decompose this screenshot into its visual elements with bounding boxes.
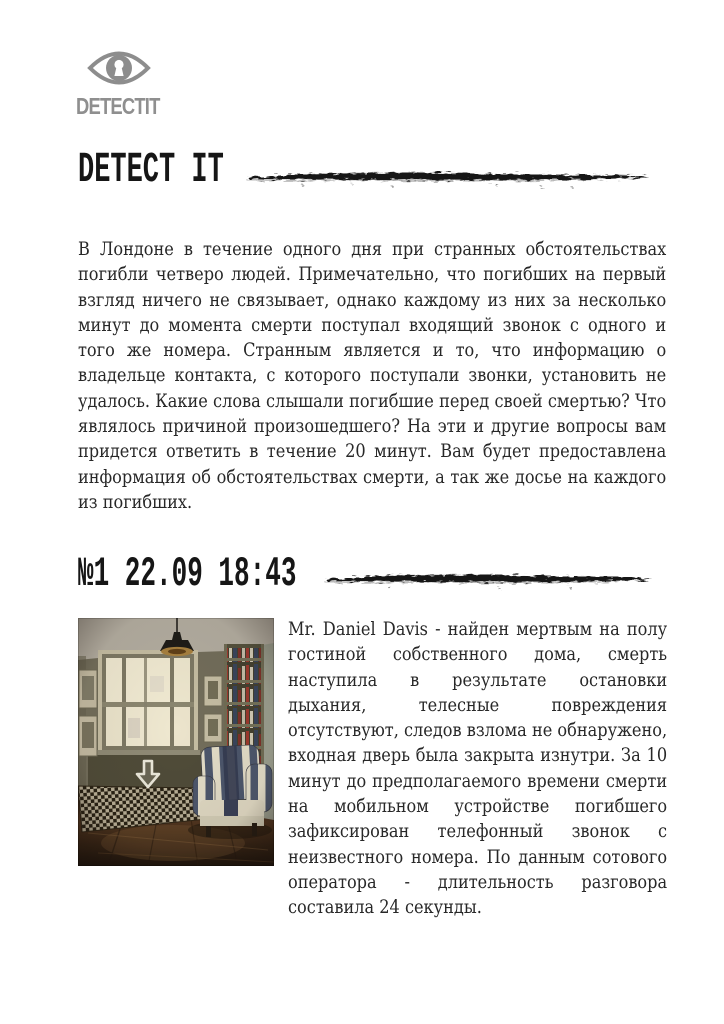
page-title: DETECT IT xyxy=(78,147,224,196)
logo xyxy=(76,45,186,120)
case-description: Mr. Daniel Davis - найден мертвым на полу гостиной собственного дома, смерть наступила в результате остановки дыхания, телесные повреждения отсутствуют, следов взлома не обнаружено, входная дверь была закрыта изнутри. За 10 минут до предполагаемого времени смерти на мобильном устройстве погибшего зафиксирован телефонный звонок с неизвестного номера. По данным сотового оператора - длительность разговора составила 24 секунды. xyxy=(288,618,668,919)
brush-stroke xyxy=(320,563,656,597)
brush-stroke xyxy=(242,161,652,195)
eye-keyhole-icon xyxy=(86,45,152,91)
brand-text: DETECTIT xyxy=(76,93,160,119)
case-heading: №1 22.09 18:43 xyxy=(78,549,297,598)
crime-scene-photo xyxy=(78,618,274,866)
intro-paragraph: В Лондоне в течение одного дня при странных обстоятельствах погибли четверо людей. Примечательно, что погибших на первый взгляд ничего не связывает, однако каждому из них за несколько минут до момента смерти поступал входящий звонок с одного и того же номера. Странным является и то, что информацию о владельце контакта, с которого поступали звонки, установить не удалось. Какие слова слышали погибшие перед своей смертью? Что являлось причиной произошедшего? На эти и другие вопросы вам придется ответить в течение 20 минут. Вам будет предоставлена информация об обстоятельствах смерти, а так же досье на каждого из погибших. xyxy=(78,238,667,513)
